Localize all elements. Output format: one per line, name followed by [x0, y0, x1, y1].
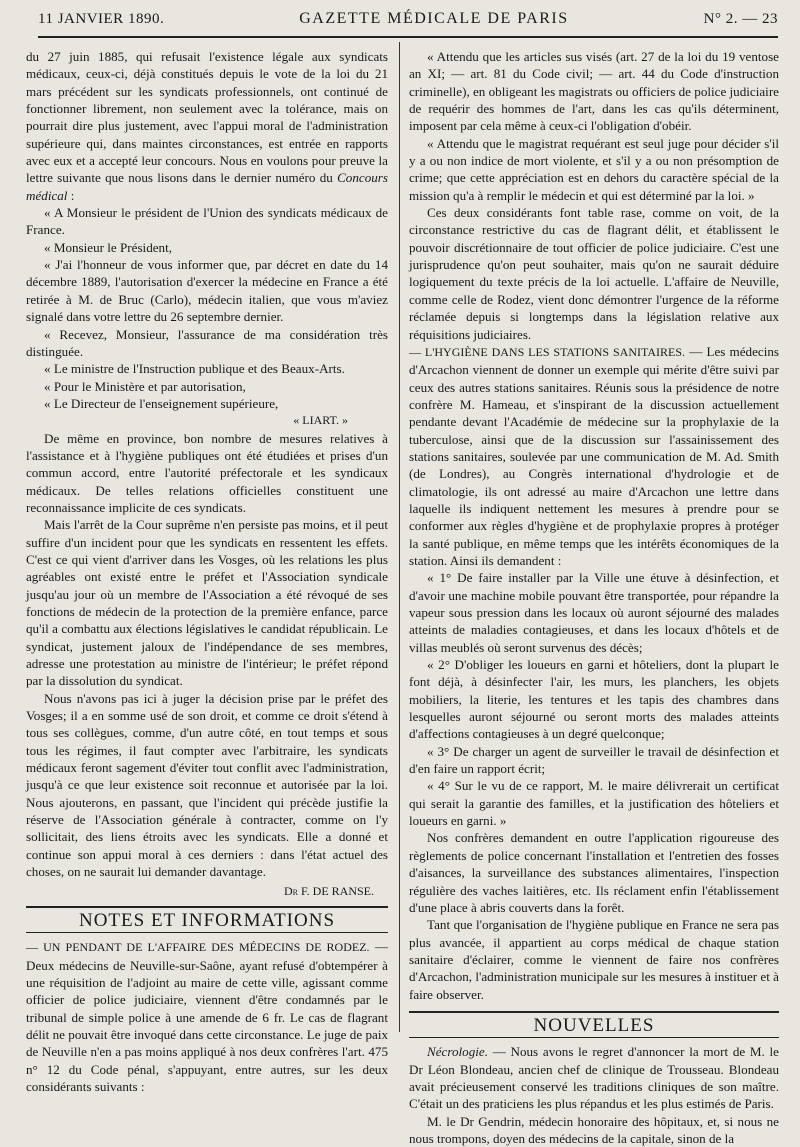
paragraph: Mais l'arrêt de la Cour suprême n'en persiste pas moins, et il peut suffire d'un incident pour que les syndicats en ressentent les effets. C'est ce qui vient d'arriver dans les Vosges, où les relations les plus agréables ont existé entre le préfet et l'Association syndicale jusqu'au jour où un membre de l'Association a été révoqué de ses fonctions de médecin de la protection de la première enfance, parce qu'il a combattu aux élections législatives le candidat républicain. Le syndicat, justement jaloux de l'indépendance de ses membres, adresse une protestation au ministre de l'intérieur; le préfet répond par la dissolution du syndicat. [26, 517, 388, 689]
lead-in: — UN PENDANT DE L'AFFAIRE DES MÉDECINS DE RODEZ. [26, 940, 370, 955]
right-column [409, 48, 779, 1146]
lead-in: — L'HYGIÈNE DANS LES STATIONS SANITAIRES. [409, 344, 686, 359]
paragraph: Tant que l'organisation de l'hygiène publique en France ne sera pas plus avancée, il appartient au corps médical de chaque station sanitaire d'éclairer, comme le viennent de faire nos confrères d'Arcachon, l'administration municipale sur les mesures à instituer et à faire observer. [409, 917, 779, 1002]
paragraph: De même en province, bon nombre de mesures relatives à l'assistance et à l'hygiène publiques ont été étudiées et prises d'un commun accord, entre l'autorité préfectorale et les syndicaux médicaux. De telles relations officielles constituent une reconnaissance implicite de ces syndicats. [26, 430, 388, 515]
paragraph: « 2° D'obliger les loueurs en garni et hôteliers, dont la plupart le font déjà, à désinfecter l'air, les murs, les planchers, les objets mobiliers, la literie, les tentures et les tapis des chambres dans lesquelles auront séjourné ou seront morts des malades atteints d'affections contagieuses à un degré quelconque; [409, 657, 779, 742]
paragraph: « 4° Sur le vu de ce rapport, M. le maire délivrerait un certificat qui serait la garantie des familles, et la justification des hôteliers et loueurs en garni. » [409, 778, 779, 829]
header-rule [38, 36, 778, 38]
paragraph: Ces deux considérants font table rase, comme on voit, de la circonstance restrictive du cas de flagrant délit, et établissent le pouvoir discrétionnaire de tout officier de police judiciaire. C'est une jurisprudence qu'on peut souhaiter, mais qu'on ne saurait déduire logiquement du texte précis de la loi actuelle. L'affaire de Neuville, comme celle de Rodez, vient donc démontrer l'urgence de la réforme réclamée depuis si longtemps dans la législation relative aux réquisitions judiciaires. [409, 205, 779, 342]
letter-line: « Pour le Ministère et par autorisation, [44, 378, 246, 394]
column-divider [399, 42, 400, 1032]
paragraph [409, 1043, 779, 1112]
paragraph [26, 938, 388, 1095]
header-issue: N° 2. — 23 [703, 11, 778, 27]
paragraph: « 1° De faire installer par la Ville une étuve à désinfection, et d'avoir une machine mobile pouvant être transportée, pour répandre la vapeur sous pression dans les locaux où auront séjourné des malades atteints de maladies contagieuses, et dans les locaux d'hôtels et de villas meublés où seront survenus des décès; [409, 570, 779, 655]
letter-line: « Monsieur le Président, [44, 239, 173, 255]
emphasis: Concours médical [26, 170, 388, 203]
letter-line: « J'ai l'honneur de vous informer que, par décret en date du 14 décembre 1889, l'autorisation d'exercer la médecine en France a été retirée à M. de Bruc (Carlo), médecin italien, que vous m'aviez signalé dans votre lettre du 26 septembre dernier. [26, 257, 388, 325]
author-signature: Dr F. DE RANSE. [283, 883, 374, 898]
text: — Nous avons le regret d'annoncer la mort de M. le Dr Léon Blondeau, ancien chef de clinique de Trousseau. Blondeau avait précieusement conservé les traditions cliniques de son maître. C'était un des praticiens les plus répandus et les plus estimés de Paris. [409, 1044, 779, 1112]
paragraph: Nos confrères demandent en outre l'application rigoureuse des règlements de police concernant l'installation et l'entretien des fosses d'aisances, la surveillance des substances alimentaires, l'inspection régulière des vaches laitières, etc. Ils réclament enfin l'établissement d'une place à abris couverts dans la forêt. [409, 830, 779, 915]
emphasis: Nécrologie. [427, 1044, 488, 1060]
letter-signature: « LIART. » [293, 413, 348, 428]
paragraph: M. le Dr Gendrin, médecin honoraire des hôpitaux, et, si nous ne nous trompons, doyen des médecins de la capitale, sinon de la [409, 1113, 779, 1146]
text: : [67, 187, 75, 203]
letter-line: « Recevez, Monsieur, l'assurance de ma considération très distinguée. [26, 326, 388, 359]
section-title-notes: NOTES ET INFORMATIONS [26, 906, 388, 933]
header-date: 11 JANVIER 1890. [38, 11, 165, 27]
paragraph [26, 48, 388, 204]
paragraph: Nous n'avons pas ici à juger la décision prise par le préfet des Vosges; il a en somme usé de son droit, et comme ce droit s'étend à tous ses collègues, comme, d'un autre côté, en tout temps et sous tous les régimes, il faut compter avec l'arbitraire, les syndicats médicaux feront sagement d'éviter tout conflit avec l'administration, jusqu'à ce que leur existence soit reconnue et autorisée par la loi. Nous ajouterons, en passant, que l'incident qui précède justifie la réserve de l'Association générale à contracter, comme on l'y sollicitait, des liens étroits avec les syndicats. Elle a donné et continue son appui moral à ces derniers : dans l'état actuel des choses, on ne saurait lui demander davantage. [26, 690, 388, 880]
text: du 27 juin 1885, qui refusait l'existence légale aux syndicats médicaux, ceux-ci, déjà constitués depuis le vote de la loi du 21 mars précédent sur les syndicats professionnels, ont continué de fonctionner librement, non seulement avec la tolérance, mais on pourrait dire plus justement, avec l'appui moral de l'administration supérieure qui, dans maintes circonstances, est entrée en rapports avec eux et a accepté leur concours. Nous en voulons pour preuve la lettre suivante que nous lisons dans le dernier numéro du [26, 49, 388, 186]
letter-line: « A Monsieur le président de l'Union des syndicats médicaux de France. [26, 205, 388, 238]
section-title-nouvelles: NOUVELLES [409, 1011, 779, 1038]
text: — Deux médecins de Neuville-sur-Saône, ayant refusé d'obtempérer à une réquisition de l'adjoint au maire de cette ville, agissant comme officier de police judiciaire, viennent d'être condamnés par le tribunal de simple police à une amende de 6 fr. Le cas de flagrant délit ne pouvait être invoqué dans cette circonstance. Le juge de paix de Neuville n'en a pas moins appliqué à nos deux confrères l'art. 475 n° 12 du Code pénal, s'appuyant, entre autres, sur les deux considérants suivants : [26, 939, 388, 1094]
paragraph: « Attendu que le magistrat requérant est seul juge pour décider s'il y a ou non indice de mort violente, et s'il y a ou non présomption de crime; que cette appréciation est en dehors du caractère spécial de la mission qu'a à remplir le médecin et qui est déterminé par la loi. » [409, 135, 779, 203]
page-header [38, 10, 778, 32]
paragraph: « 3° De charger un agent de surveiller le travail de désinfection et d'en faire un rapport écrit; [409, 743, 779, 777]
letter-line: « Le ministre de l'Instruction publique et des Beaux-Arts. [44, 361, 345, 377]
left-column [26, 48, 388, 1094]
paragraph [409, 343, 779, 569]
text: — Les médecins d'Arcachon viennent de donner un exemple qui mérite d'être suivi par ceux des autres stations sanitaires. Réunis sous la présidence de notre confrère M. Hameau, et s'inspirant de la discussion actuellement pendante devant l'Académie de médecine sur la prophylaxie de la tuberculose, ainsi que de la discussion sur l'assainissement des stations sanitaires, soulevée par une communication de M. Ad. Smith (de Londres), au Congrès international d'hydrologie et de climatologie, ils ont adressé au maire d'Arcachon une lettre dans laquelle ils indiquent nettement les mesures à prendre pour se conformer aux règles d'hygiène et de prophylaxie propres à protéger la santé publique, en même temps que les intérêts économiques de la station. Ainsi ils demandent : [409, 343, 779, 568]
letter-line: « Le Directeur de l'enseignement supérieure, [44, 395, 279, 411]
header-title: GAZETTE MÉDICALE DE PARIS [299, 10, 569, 27]
paragraph: « Attendu que les articles sus visés (art. 27 de la loi du 19 ventose an XI; — art. 81 du Code civil; — art. 44 du Code d'instruction criminelle), en obligeant les magistrats ou officiers de police judiciaire de requérir des hommes de l'art, dans les cas qu'ils déterminent, imposent par cela même à ceux-ci l'obligation d'obéir. [409, 49, 779, 134]
